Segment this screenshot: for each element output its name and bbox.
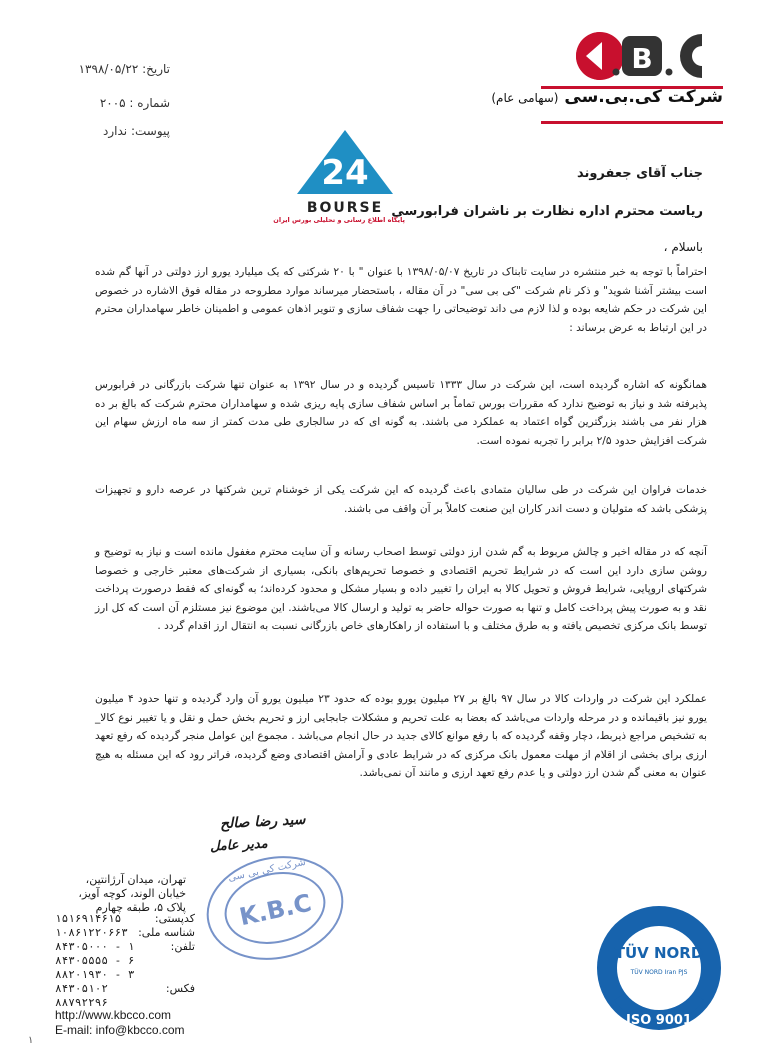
footer-row: تلفن: ۸۴۳۰۵۰۰۰ - ۱ (55, 940, 195, 953)
kbc-logo (572, 28, 722, 84)
svg-text:K.B.C: K.B.C (236, 888, 314, 932)
body-paragraph: خدمات فراوان این شرکت در طی سالیان متمادی باعث گردیده که این شرکت یکی از خوشنام ترین شرکتها در عرصه دارو و تجهیزات پزشکی باشد که متولیان و دست اندر کاران این صنعت کاملاً بر آن واقف می باشند. (95, 484, 707, 515)
page-number: ۱ (28, 1035, 34, 1046)
iso-label: ISO 9001 (626, 1013, 692, 1028)
recipient-title: ریاست محترم اداره نظارت بر ناشران فرابورسی (391, 204, 703, 219)
footer-row: ۸۴۳۰۵۵۵۵ - ۶ (55, 954, 135, 967)
recipient-name: جناب آقای جعفروند (576, 166, 703, 181)
bourse-tagline: پایگاه اطلاع رسانی و تحلیلی بورس ایران (273, 216, 405, 224)
body-paragraph: عملکرد این شرکت در واردات کالا در سال ۹۷ بالغ بر ۲۷ میلیون یورو بوده که حدود ۲۳ میلیون یورو آن وارد گردیده و تنها حدود ۴ میلیون یورو نیز باقیمانده و در مرحله واردات می‌باشد که بعضا به علت تحریم و مشکلات جابجایی ارز و تحریم بخش حمل و نقل و یا تغییر نوع کالا_ به تشخیص مراجع ذیربط، دچار وقفه گردیده که با رفع موانع کالای جدید در حال انجام می‌باشد . مجموع این عوامل منجر گردیده که رفع تعهد ارزی برای بخشی از اقلام از مهلت معمول بانک مرکزی که در شرایط عادی و آرامش اقتصادی وضع گردیده، فراتر رود که این مسئله به هیچ عنوان به معنی گم شدن ارز دولتی و یا عدم رفع تعهد ارزی و مانند آن نمی‌باشد. (95, 693, 707, 780)
signatory-name: سید رضا صالح (219, 811, 306, 833)
svg-text:24: 24 (321, 153, 369, 193)
tuv-subtitle: TÜV NORD Iran PJS (630, 969, 688, 976)
footer-row: شناسه ملی: ۱۰۸۶۱۲۲۰۶۶۳ (55, 926, 195, 939)
website-link[interactable]: http://www.kbcco.com (55, 1008, 172, 1022)
letter-date: تاریخ: ۱۳۹۸/۰۵/۲۲ (78, 62, 170, 76)
company-name: شرکت کی.بی.سی (سهامی عام) (491, 87, 723, 107)
bourse-wordmark: BOURSE (306, 200, 384, 216)
letter-number: شماره : ۲۰۰۵ (99, 96, 170, 110)
salutation: باسلام ، (663, 240, 703, 254)
bourse-triangle-icon (285, 128, 405, 198)
svg-text:شرکت کی بی سی: شرکت کی بی سی (227, 856, 307, 884)
tuv-nord-iso-icon (594, 900, 724, 1035)
signatory-title: مدیر عامل (209, 836, 268, 855)
bourse-logo (273, 128, 405, 224)
body-paragraph: آنچه که در مقاله اخیر و چالش مربوط به گم شدن ارز دولتی توسط اصحاب رسانه و آن سایت محترم مغفول مانده است و نیاز به توضیح و روشن سازی دارد این است که در شرایط تحریم اقتصادی و خصوصا تحریم‌های بانکی، بسیاری از شرکت‌های معتبر خارجی و خصوصا شرکتهای اروپایی، شرایط فروش و تحویل کالا به ایران را تغییر داده و بسیار مشکل و محدود کرده‌اند؛ به گونه‌ای که فقط درصورت پرداخت نقد و به صورت پیش پرداخت کامل و تنها به صورت حواله حاضر به تولید و ارسال کالا می‌باشند. این موضوع نیز مستلزم آن است که کل ارز توسط بانک مرکزی تخصیص یافته و به طرق مختلف و با استفاده از راهکارهای خاص بازرگانی نسبت به انتقال ارز اقدام گردد . (95, 546, 707, 633)
svg-text:B: B (631, 42, 653, 75)
tuv-brand: TÜV NORD (614, 944, 704, 962)
footer-row: ۸۸۲۰۱۹۳۰ - ۳ (55, 968, 135, 981)
footer-row: فکس: ۸۴۳۰۵۱۰۲ (55, 982, 195, 995)
footer-row: کدپستی: ۱۵۱۶۹۱۴۶۱۵ (55, 912, 195, 925)
company-stamp-icon (200, 850, 350, 965)
company-address: تهران، میدان آرژانتین، خیابان الوند، کوچه آویز، پلاک ۵، طبقه چهارم (78, 873, 186, 914)
letter-attachment: پیوست: ندارد (103, 124, 170, 138)
body-paragraph: احتراماً با توجه به خبر منتشره در سایت تابناک در تاریخ ۱۳۹۸/۰۵/۰۷ با عنوان " با ۲۰ شرکتی که یک میلیارد یورو ارز دولتی در آنها گم شده است بیشتر آشنا شوید" و ذکر نام شرکت "کی بی سی" در آن مقاله ، باستحضار میرساند موارد مطروحه در مقاله فوق الاشاره در خصوص این شرکت در حکم شایعه بوده و لذا لازم می داند توضیحاتی را جهت شفاف سازی و تنویر اذهان عمومی و اطمینان خاطر سهامداران محترم در این ارتباط به عرض برساند : (95, 266, 707, 334)
letterhead-rule-bottom (541, 121, 723, 124)
body-paragraph: همانگونه که اشاره گردیده است، این شرکت در سال ۱۳۳۳ تاسیس گردیده و در سال ۱۳۹۲ به عنوان تنها شرکت بازرگانی در فرابورس پذیرفته شد و نیاز به توضیح ندارد که مقررات بورس تماماً بر اساس شفاف سازی پایه ریزی شده و سهامداران محترم شرکت که بالغ بر ده هزار نفر می باشند بزرگترین گواه اعتماد به عملکرد می باشند. به گونه ای که در سالجاری طی مدت کمتر از سه ماه ارزش سهام این شرکت افزایش حدود ۲/۵ برابر را تجربه نموده است. (95, 379, 707, 447)
email-link[interactable]: E-mail: info@kbcco.com (55, 1023, 185, 1037)
footer-row: ۸۸۷۹۲۲۹۶ (55, 996, 108, 1009)
